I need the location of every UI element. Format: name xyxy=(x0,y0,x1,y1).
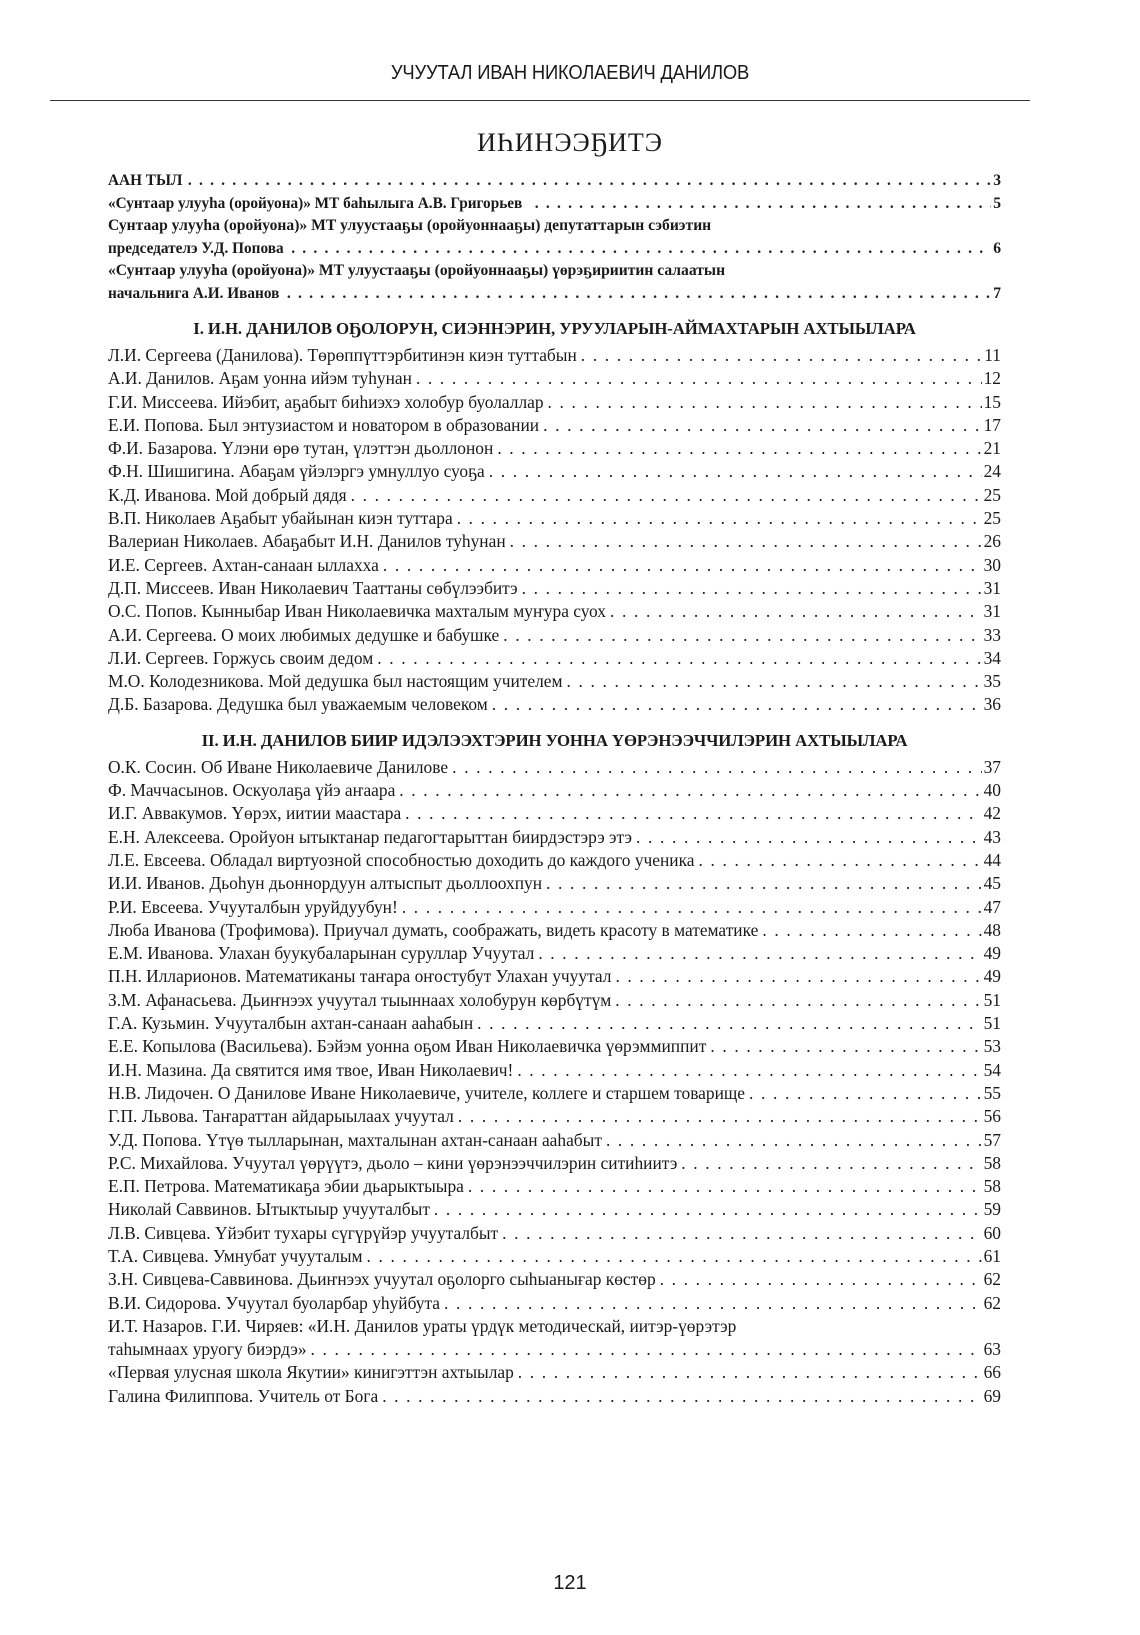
toc-entry-page: 58 xyxy=(983,1176,1001,1197)
toc-entry-page: 53 xyxy=(983,1036,1001,1057)
toc-entry-page: 57 xyxy=(983,1129,1001,1150)
toc-entry[interactable] xyxy=(108,826,1001,849)
dot-leader xyxy=(188,170,991,193)
toc-entry-page: 5 xyxy=(993,194,1001,212)
dot-leader xyxy=(543,414,982,437)
dot-leader xyxy=(405,802,981,825)
toc-entry-title: О.С. Попов. Кынныбар Иван Николаевичка махталым муҥура суох xyxy=(108,601,606,622)
toc-entry-page: 63 xyxy=(983,1339,1001,1360)
toc-entry-line: И.Т. Назаров. Г.И. Чиряев: «И.Н. Данилов ураты үрдүк методическай, иитэр-үөрэтэр xyxy=(108,1315,737,1336)
toc-entry-page: 37 xyxy=(983,756,1001,777)
toc-entry-page: 69 xyxy=(983,1385,1001,1406)
toc-title: ИҺИНЭЭҔИТЭ xyxy=(477,128,663,157)
dot-leader xyxy=(518,1361,982,1384)
toc-entry[interactable] xyxy=(108,1105,1001,1128)
dot-leader xyxy=(434,1198,982,1221)
toc-entry[interactable] xyxy=(108,965,1001,988)
toc-entry-page: 34 xyxy=(983,647,1001,668)
toc-entry[interactable] xyxy=(108,1268,1001,1291)
toc-entry[interactable] xyxy=(108,1035,1001,1058)
toc-entry[interactable] xyxy=(108,344,1001,367)
toc-entry-page: 49 xyxy=(983,966,1001,987)
toc-entry-title: И.Е. Сергеев. Ахтан-санаан ыллахха xyxy=(108,554,379,575)
toc-entry[interactable] xyxy=(108,170,1001,193)
dot-leader xyxy=(287,283,991,306)
toc-entry-title: В.И. Сидорова. Учуутал буоларбар уһуйбута xyxy=(108,1292,441,1313)
toc-entry-page: 42 xyxy=(983,803,1001,824)
toc-entry[interactable] xyxy=(108,989,1001,1012)
dot-leader xyxy=(762,919,981,942)
dot-leader xyxy=(402,896,982,919)
toc-entry[interactable] xyxy=(108,872,1001,895)
toc-entry-page: 51 xyxy=(983,1013,1001,1034)
page-number: 121 xyxy=(553,1572,587,1594)
dot-leader xyxy=(606,1129,982,1152)
toc-entry[interactable] xyxy=(108,942,1001,965)
dot-leader xyxy=(367,1245,982,1268)
section-heading: II. И.Н. ДАНИЛОВ БИИР ИДЭЛЭЭХТЭРИН УОННА ҮӨРЭНЭЭЧЧИЛЭРИН АХТЫЫЛАРА xyxy=(201,730,908,750)
dot-leader xyxy=(311,1338,982,1361)
toc-entry[interactable] xyxy=(108,1129,1001,1152)
dot-leader xyxy=(535,193,991,216)
toc-entry-page: 17 xyxy=(983,414,1001,435)
toc-entry-title: Валериан Николаев. Абаҕабыт И.Н. Данилов туһунан xyxy=(108,531,506,552)
toc-entry[interactable] xyxy=(108,1198,1001,1221)
toc-entry-page: 62 xyxy=(983,1292,1001,1313)
toc-entry-title: Л.И. Сергеев. Горжусь своим дедом xyxy=(108,647,374,668)
dot-leader xyxy=(710,1035,981,1058)
section-heading: I. И.Н. ДАНИЛОВ ОҔОЛОРУН, СИЭННЭРИН, УРУУЛАРЫН-АЙМАХТАРЫН АХТЫЫЛАРА xyxy=(193,319,916,338)
toc-entry-title: Е.Н. Алексеева. Оройуон ытыктанар педагогтарыттан биирдэстэрэ этэ xyxy=(108,826,632,847)
toc-entry-page: 43 xyxy=(983,826,1001,847)
toc-entry[interactable] xyxy=(108,896,1001,919)
toc-entry[interactable] xyxy=(108,577,1001,600)
toc-entry-title: А.И. Сергеева. О моих любимых дедушке и бабушке xyxy=(108,624,500,645)
toc-entry[interactable] xyxy=(108,1338,1001,1361)
toc-section xyxy=(108,730,1001,1408)
toc-entry-title: Ф.И. Базарова. Үлэни өрө тутан, үлэттэн дьоллонон xyxy=(108,438,494,459)
toc-entry-title: И.Н. Мазина. Да святится имя твое, Иван Николаевич! xyxy=(108,1059,514,1080)
toc-entry-title: Люба Иванова (Трофимова). Приучал думать, соображать, видеть красоту в математике xyxy=(108,919,759,940)
toc-entry-page: 26 xyxy=(983,531,1001,552)
table-of-contents xyxy=(108,170,1001,1408)
toc-entry[interactable] xyxy=(108,1059,1001,1082)
toc-entry[interactable] xyxy=(108,1152,1001,1175)
dot-leader xyxy=(610,600,982,623)
toc-entry-page: 62 xyxy=(983,1269,1001,1290)
dot-leader xyxy=(660,1268,982,1291)
dot-leader xyxy=(497,437,981,460)
toc-entry-page: 61 xyxy=(983,1245,1001,1266)
toc-entry-title: Д.П. Миссеев. Иван Николаевич Тааттаны сөбүлээбитэ xyxy=(108,577,518,598)
toc-entry-page: 33 xyxy=(983,624,1001,645)
dot-leader xyxy=(458,1105,982,1128)
toc-entry-page: 55 xyxy=(983,1082,1001,1103)
toc-entry-title: Г.А. Кузьмин. Учууталбын ахтан-санаан ааһабын xyxy=(108,1013,474,1034)
toc-entry-title: Д.Б. Базарова. Дедушка был уважаемым человеком xyxy=(108,694,488,715)
toc-entry-page: 60 xyxy=(983,1222,1001,1243)
toc-entry[interactable] xyxy=(108,670,1001,693)
toc-entry-page: 31 xyxy=(983,601,1001,622)
toc-entry-page: 15 xyxy=(983,391,1001,412)
toc-entry-title: К.Д. Иванова. Мой добрый дядя xyxy=(108,484,347,505)
toc-entry-page: 40 xyxy=(983,780,1001,801)
toc-entry-title: Е.Е. Копылова (Васильева). Бэйэм уонна оҕом Иван Николаевичка үөрэммиппит xyxy=(108,1036,707,1057)
toc-entry-title: Г.П. Львова. Таҥараттан айдарыылаах учуутал xyxy=(108,1106,454,1127)
toc-entry-title: В.П. Николаев Аҕабыт убайынан киэн туттара xyxy=(108,508,453,529)
toc-entry-title: председателэ У.Д. Попова xyxy=(108,239,284,257)
toc-entry-title: Галина Филиппова. Учитель от Бога xyxy=(108,1385,379,1406)
toc-entry-page: 25 xyxy=(983,484,1001,505)
toc-entry[interactable] xyxy=(108,756,1001,779)
toc-entry-title: «Первая улусная школа Якутии» кинигэттэн ахтыылар xyxy=(108,1362,514,1383)
toc-entry[interactable] xyxy=(108,238,1001,261)
toc-entry-page: 6 xyxy=(993,239,1001,257)
toc-entry-title: У.Д. Попова. Үтүө тылларынан, махталынан ахтан-санаан ааһабыт xyxy=(108,1129,602,1150)
toc-entry[interactable] xyxy=(108,600,1001,623)
toc-entry[interactable] xyxy=(108,1385,1001,1408)
toc-entry-title: Л.И. Сергеева (Данилова). Төрөппүттэрбитинэн киэн туттабын xyxy=(108,345,577,365)
toc-entry-page: 48 xyxy=(983,919,1001,940)
toc-entry-page: 44 xyxy=(983,849,1001,870)
toc-entry-title: А.И. Данилов. Аҕам уонна ийэм туһунан xyxy=(108,368,412,389)
dot-leader xyxy=(416,367,982,390)
toc-entry-title: Р.С. Михайлова. Учуутал үөрүүтэ, дьоло – кини үөрэнээччилэрин ситиһиитэ xyxy=(108,1152,678,1173)
dot-leader xyxy=(548,391,982,414)
toc-entry-title: Е.П. Петрова. Математикаҕа эбии дьарыктыыра xyxy=(108,1176,464,1197)
toc-entry-page: 12 xyxy=(983,368,1001,389)
toc-entry[interactable] xyxy=(108,802,1001,825)
toc-entry-page: 54 xyxy=(983,1059,1001,1080)
toc-entry[interactable] xyxy=(108,530,1001,553)
toc-entry-title: И.И. Иванов. Дьоһун дьоннордуун алтыспыт дьоллоохпун xyxy=(108,873,543,894)
dot-leader xyxy=(517,1059,981,1082)
toc-entry[interactable] xyxy=(108,693,1001,716)
toc-entry[interactable] xyxy=(108,193,1001,216)
toc-entry[interactable] xyxy=(108,1082,1001,1105)
toc-entry-page: 30 xyxy=(983,554,1001,575)
dot-leader xyxy=(452,756,982,779)
dot-leader xyxy=(636,826,982,849)
dot-leader xyxy=(615,989,981,1012)
front-matter xyxy=(108,170,1001,305)
dot-leader xyxy=(503,624,981,647)
dot-leader xyxy=(457,507,982,530)
toc-entry[interactable] xyxy=(108,647,1001,670)
toc-entry-title: З.Н. Сивцева-Саввинова. Дьиҥнээх учуутал оҕолорго сыһыанығар көстөр xyxy=(108,1269,656,1290)
header-rule xyxy=(50,100,1030,101)
dot-leader xyxy=(377,647,981,670)
toc-entry[interactable] xyxy=(108,414,1001,437)
toc-entry-page: 21 xyxy=(983,438,1001,459)
toc-entry[interactable] xyxy=(108,460,1001,483)
toc-entry-title: И.Г. Аввакумов. Үөрэх, иитии маастара xyxy=(108,803,402,824)
toc-entry-title: М.О. Колодезникова. Мой дедушка был настоящим учителем xyxy=(108,671,563,692)
toc-entry[interactable] xyxy=(108,624,1001,647)
toc-entry-page: 36 xyxy=(983,694,1001,715)
toc-entry-page: 31 xyxy=(983,577,1001,598)
dot-leader xyxy=(522,577,982,600)
dot-leader xyxy=(468,1175,982,1198)
toc-entry-page: 45 xyxy=(983,873,1001,894)
dot-leader xyxy=(502,1222,981,1245)
dot-leader xyxy=(399,779,981,802)
toc-entry[interactable] xyxy=(108,1222,1001,1245)
toc-entry[interactable] xyxy=(108,283,1001,306)
dot-leader xyxy=(291,238,991,261)
toc-entry-title: О.К. Сосин. Об Иване Николаевиче Данилове xyxy=(108,756,449,777)
toc-entry[interactable] xyxy=(108,1292,1001,1315)
toc-entry[interactable] xyxy=(108,919,1001,942)
toc-section xyxy=(108,318,1001,717)
toc-entry[interactable] xyxy=(108,437,1001,460)
toc-entry-page: 51 xyxy=(983,989,1001,1010)
dot-leader xyxy=(699,849,982,872)
toc-entry-page: 7 xyxy=(993,284,1001,302)
toc-entry[interactable] xyxy=(108,1245,1001,1268)
toc-entry-title: Н.В. Лидочен. О Данилове Иване Николаевиче, учителе, коллеге и старшем товарище xyxy=(108,1082,746,1103)
toc-entry-title: Т.А. Сивцева. Умнубат учууталым xyxy=(108,1245,363,1266)
toc-entry-title: Л.Е. Евсеева. Обладал виртуозной способностью доходить до каждого ученика xyxy=(108,849,695,870)
toc-entry-title: таһымнаах уруогу биэрдэ» xyxy=(108,1339,307,1360)
toc-entry-title: П.Н. Илларионов. Математиканы таҥара оҥостубут Улахан учуутал xyxy=(108,966,612,987)
toc-entry-page: 25 xyxy=(983,508,1001,529)
toc-entry[interactable] xyxy=(108,1012,1001,1035)
dot-leader xyxy=(546,872,982,895)
toc-entry-page: 56 xyxy=(983,1106,1001,1127)
toc-entry[interactable] xyxy=(108,484,1001,507)
toc-entry-line: «Сунтаар улууһа (оройуона)» МТ улуустааҕы (оройуоннааҕы) үөрэҕириитин салаатын xyxy=(108,262,726,279)
dot-leader xyxy=(351,484,982,507)
dot-leader xyxy=(444,1292,982,1315)
toc-entry-title: «Сунтаар улууһа (оройуона)» МТ баһылыга А.В. Григорьев xyxy=(108,194,523,212)
dot-leader xyxy=(538,942,981,965)
dot-leader xyxy=(489,460,982,483)
toc-entry-page: 59 xyxy=(983,1199,1001,1220)
toc-entry[interactable] xyxy=(108,391,1001,414)
toc-entry-title: Р.И. Евсеева. Учууталбын уруйдуубун! xyxy=(108,896,398,917)
toc-entry-title: Николай Саввинов. Ытыктыыр учууталбыт xyxy=(108,1199,430,1220)
dot-leader xyxy=(749,1082,982,1105)
toc-entry-page: 66 xyxy=(983,1362,1001,1383)
toc-entry-page: 3 xyxy=(993,172,1001,189)
toc-entry-title: Е.М. Иванова. Улахан буукубаларынан суруллар Учуутал xyxy=(108,943,535,964)
toc-entry-title: Е.И. Попова. Был энтузиастом и новатором в образовании xyxy=(108,414,540,435)
toc-entry-page: 58 xyxy=(983,1152,1001,1173)
toc-entry-page: 24 xyxy=(983,461,1001,482)
toc-sections xyxy=(108,318,1001,1408)
dot-leader xyxy=(510,530,982,553)
dot-leader xyxy=(383,554,982,577)
dot-leader xyxy=(581,344,982,367)
toc-entry[interactable] xyxy=(108,1175,1001,1198)
toc-entry-title: Ф.Н. Шишигина. Абаҕам үйэлэргэ умнуллуо суоҕа xyxy=(108,461,485,482)
toc-entry-title: Г.И. Миссеева. Ийэбит, аҕабыт биһиэхэ холобур буолаллар xyxy=(108,391,544,412)
toc-entry-title: Л.В. Сивцева. Үйэбит тухары сүгүрүйэр учууталбыт xyxy=(108,1222,499,1243)
dot-leader xyxy=(382,1385,981,1408)
toc-entry[interactable] xyxy=(108,507,1001,530)
toc-entry[interactable] xyxy=(108,1361,1001,1384)
dot-leader xyxy=(477,1012,981,1035)
toc-entry-page: 11 xyxy=(984,345,1001,365)
toc-entry-page: 49 xyxy=(983,943,1001,964)
toc-entry[interactable] xyxy=(108,849,1001,872)
toc-entry-page: 35 xyxy=(983,671,1001,692)
dot-leader xyxy=(615,965,981,988)
running-header: УЧУУТАЛ ИВАН НИКОЛАЕВИЧ ДАНИЛОВ xyxy=(390,62,750,84)
toc-entry[interactable] xyxy=(108,779,1001,802)
toc-entry-title: ААН ТЫЛ xyxy=(108,172,183,189)
toc-entry-line: Сунтаар улууһа (оройуона)» МТ улуустааҕы (оройуоннааҕы) депутаттарын сэбиэтин xyxy=(108,217,712,234)
toc-entry[interactable] xyxy=(108,554,1001,577)
dot-leader xyxy=(492,693,982,716)
toc-entry-title: З.М. Афанасьева. Дьиҥнээх учуутал тыыннаах холобурун көрбүтүм xyxy=(108,989,612,1010)
dot-leader xyxy=(681,1152,981,1175)
dot-leader xyxy=(567,670,982,693)
toc-entry[interactable] xyxy=(108,367,1001,390)
toc-entry-title: Ф. Маччасынов. Оскуолаҕа үйэ аҥаара xyxy=(108,780,396,801)
toc-entry-page: 47 xyxy=(983,896,1001,917)
toc-entry-title: начальнига А.И. Иванов xyxy=(108,284,280,302)
